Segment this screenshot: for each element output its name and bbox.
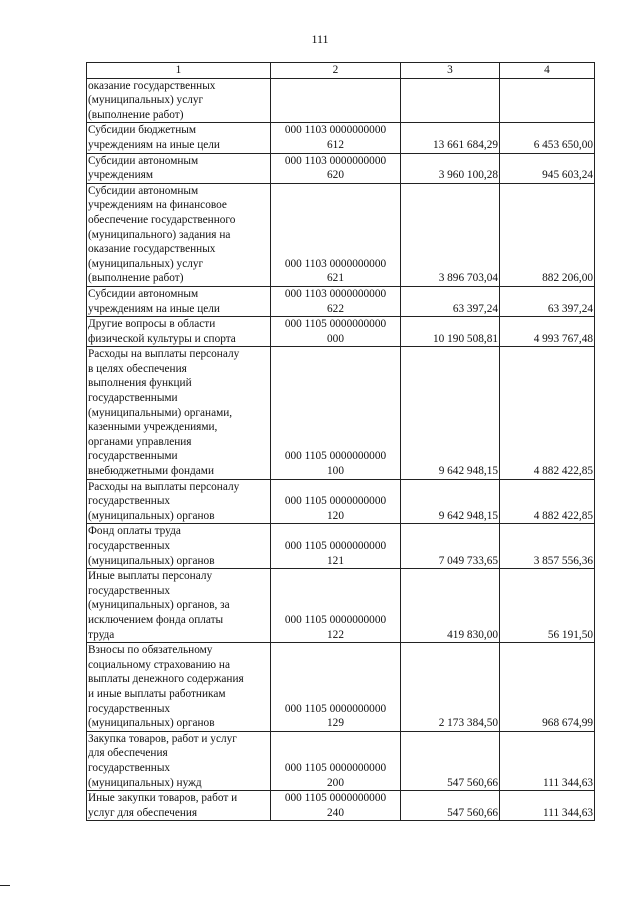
row-code: 000 1103 0000000000 612 [271, 123, 401, 153]
row-code [271, 78, 401, 123]
row-value-col3: 7 049 733,65 [401, 524, 500, 569]
row-value-col4: 4 993 767,48 [500, 317, 595, 347]
row-value-col4: 4 882 422,85 [500, 347, 595, 479]
table-row [87, 286, 595, 316]
row-value-col3: 2 173 384,50 [401, 643, 500, 732]
row-value-col3: 547 560,66 [401, 731, 500, 790]
page-number: 111 [311, 32, 329, 46]
row-value-col4: 111 344,63 [500, 791, 595, 821]
table-row [87, 479, 595, 524]
row-description: Фонд оплаты труда государственных (муниципальных) органов [87, 524, 271, 569]
row-value-col4: 945 603,24 [500, 153, 595, 183]
row-code: 000 1105 0000000000 129 [271, 643, 401, 732]
row-value-col3: 419 830,00 [401, 569, 500, 643]
row-description: Субсидии автономным учреждениям на финансовое обеспечение государственного (муниципального) задания на оказание государственных (муниципальных) услуг (выполнение работ) [87, 183, 271, 286]
row-value-col4: 968 674,99 [500, 643, 595, 732]
table-header-row [87, 63, 595, 79]
row-code: 000 1105 0000000000 240 [271, 791, 401, 821]
column-header-1: 1 [87, 63, 271, 79]
table-row [87, 524, 595, 569]
table-row [87, 183, 595, 286]
row-description: Закупка товаров, работ и услуг для обеспечения государственных (муниципальных) нужд [87, 731, 271, 790]
table-row [87, 123, 595, 153]
row-value-col3: 3 896 703,04 [401, 183, 500, 286]
row-value-col4: 6 453 650,00 [500, 123, 595, 153]
row-value-col4: 3 857 556,36 [500, 524, 595, 569]
column-header-4: 4 [500, 63, 595, 79]
row-value-col3: 13 661 684,29 [401, 123, 500, 153]
row-value-col4: 63 397,24 [500, 286, 595, 316]
table-row [87, 643, 595, 732]
row-code: 000 1105 0000000000 122 [271, 569, 401, 643]
row-description: оказание государственных (муниципальных) услуг (выполнение работ) [87, 78, 271, 123]
margin-mark [0, 885, 10, 886]
table-row [87, 731, 595, 790]
row-description: Субсидии автономным учреждениям [87, 153, 271, 183]
row-code: 000 1105 0000000000 120 [271, 479, 401, 524]
column-header-2: 2 [271, 63, 401, 79]
row-description: Взносы по обязательному социальному страхованию на выплаты денежного содержания и иные выплаты работникам государственных (муниципальных) органов [87, 643, 271, 732]
table-row [87, 569, 595, 643]
row-value-col4: 111 344,63 [500, 731, 595, 790]
table-row [87, 317, 595, 347]
row-value-col4: 882 206,00 [500, 183, 595, 286]
row-description: Другие вопросы в области физической культуры и спорта [87, 317, 271, 347]
row-code: 000 1105 0000000000 121 [271, 524, 401, 569]
row-description: Субсидии бюджетным учреждениям на иные цели [87, 123, 271, 153]
table-row [87, 153, 595, 183]
row-description: Расходы на выплаты персоналу в целях обеспечения выполнения функций государственными (муниципальными) органами, казенными учреждениями, органами управления государственными внебюджетными фондами [87, 347, 271, 479]
row-description: Иные выплаты персоналу государственных (муниципальных) органов, за исключением фонда оплаты труда [87, 569, 271, 643]
row-value-col3 [401, 78, 500, 123]
row-code: 000 1103 0000000000 621 [271, 183, 401, 286]
table-row [87, 347, 595, 479]
row-code: 000 1105 0000000000 100 [271, 347, 401, 479]
row-value-col3: 63 397,24 [401, 286, 500, 316]
table-row [87, 78, 595, 123]
row-value-col3: 10 190 508,81 [401, 317, 500, 347]
row-value-col4 [500, 78, 595, 123]
row-description: Субсидии автономным учреждениям на иные цели [87, 286, 271, 316]
column-header-3: 3 [401, 63, 500, 79]
table-row [87, 791, 595, 821]
row-value-col3: 9 642 948,15 [401, 479, 500, 524]
row-code: 000 1105 0000000000 000 [271, 317, 401, 347]
row-description: Иные закупки товаров, работ и услуг для обеспечения [87, 791, 271, 821]
row-value-col3: 9 642 948,15 [401, 347, 500, 479]
table-body [87, 78, 595, 821]
row-code: 000 1103 0000000000 622 [271, 286, 401, 316]
row-description: Расходы на выплаты персоналу государственных (муниципальных) органов [87, 479, 271, 524]
budget-table [86, 62, 595, 821]
row-code: 000 1105 0000000000 200 [271, 731, 401, 790]
row-value-col4: 4 882 422,85 [500, 479, 595, 524]
row-value-col3: 547 560,66 [401, 791, 500, 821]
row-value-col3: 3 960 100,28 [401, 153, 500, 183]
row-code: 000 1103 0000000000 620 [271, 153, 401, 183]
row-value-col4: 56 191,50 [500, 569, 595, 643]
